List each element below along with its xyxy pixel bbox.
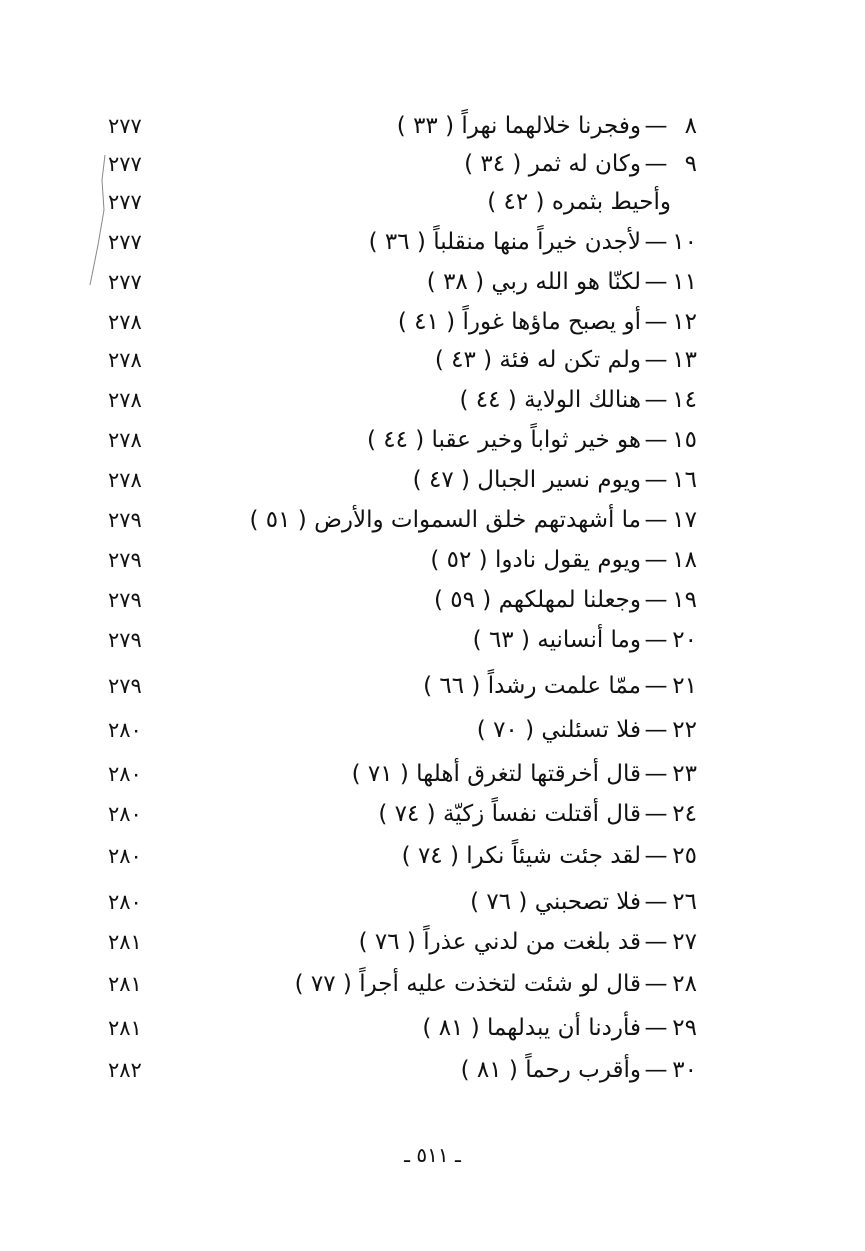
index-entry — [434, 582, 697, 618]
index-entry — [367, 422, 697, 458]
index-row — [0, 712, 865, 748]
entry-number: ٢٤ — [672, 801, 697, 827]
index-row — [0, 224, 865, 260]
page-ref: ٢٨٠ — [108, 718, 142, 742]
page-ref: ٢٧٧ — [108, 114, 142, 138]
entry-text: فأردنا أن يبدلهما ( ٨١ ) — [422, 1015, 641, 1041]
entry-number: ١٥ — [672, 427, 697, 453]
index-entry — [397, 108, 697, 144]
entry-text: ويوم نسير الجبال ( ٤٧ ) — [412, 467, 641, 493]
index-entry — [459, 382, 697, 418]
entry-number: ١٤ — [672, 387, 697, 413]
entry-dash: — — [644, 387, 668, 413]
index-row — [0, 264, 865, 300]
entry-dash: — — [644, 761, 668, 787]
index-entry — [464, 146, 697, 182]
entry-number: ١٣ — [672, 347, 697, 373]
index-row — [0, 304, 865, 340]
page-ref: ٢٧٧ — [108, 230, 142, 254]
entry-number: ٢١ — [672, 673, 697, 699]
page-ref: ٢٧٩ — [108, 548, 142, 572]
page-ref: ٢٧٩ — [108, 508, 142, 532]
page-ref: ٢٧٩ — [108, 674, 142, 698]
entry-dash: — — [644, 507, 668, 533]
index-row — [0, 582, 865, 618]
index-row — [0, 1010, 865, 1046]
index-row — [0, 382, 865, 418]
index-entry — [413, 462, 697, 498]
index-entry — [423, 668, 697, 704]
index-row — [0, 622, 865, 658]
entry-text: قد بلغت من لدني عذراً ( ٧٦ ) — [358, 929, 641, 955]
index-entry — [402, 838, 697, 874]
index-entry — [295, 966, 697, 1002]
entry-number: ٢٢ — [672, 717, 697, 743]
index-entry — [422, 1010, 697, 1046]
page-ref: ٢٨٠ — [108, 890, 142, 914]
page-ref: ٢٧٧ — [108, 270, 142, 294]
entry-dash: — — [644, 673, 668, 699]
index-row — [0, 756, 865, 792]
entry-number: ٢٨ — [672, 971, 697, 997]
entry-number: ٢٧ — [672, 929, 697, 955]
entry-dash: — — [644, 347, 668, 373]
entry-number: ١٩ — [672, 587, 697, 613]
index-row — [0, 462, 865, 498]
entry-dash: — — [644, 229, 668, 255]
page-ref: ٢٨١ — [108, 1016, 142, 1040]
page-ref: ٢٨٢ — [108, 1058, 142, 1082]
index-entry — [473, 622, 697, 658]
entry-dash: — — [644, 929, 668, 955]
entry-text: وفجرنا خلالهما نهراً ( ٣٣ ) — [396, 113, 641, 139]
entry-text: قال أخرقتها لتغرق أهلها ( ٧١ ) — [351, 761, 641, 787]
entry-dash: — — [644, 889, 668, 915]
index-entry — [477, 712, 697, 748]
index-entry — [359, 924, 697, 960]
entry-dash: — — [644, 1057, 668, 1083]
entry-dash: — — [644, 427, 668, 453]
page-ref: ٢٨٠ — [108, 802, 142, 826]
entry-number: ٩ — [684, 151, 697, 177]
entry-number: ٢٠ — [672, 627, 697, 653]
entry-text: فلا تسئلني ( ٧٠ ) — [476, 717, 641, 743]
page-ref: ٢٨١ — [108, 972, 142, 996]
page-ref: ٢٧٩ — [108, 628, 142, 652]
index-entry — [427, 264, 697, 300]
entry-number: ١٦ — [672, 467, 697, 493]
entry-text: ولم تكن له فئة ( ٤٣ ) — [434, 347, 641, 373]
entry-dash: — — [644, 971, 668, 997]
index-row — [0, 342, 865, 378]
page-ref: ٢٨٠ — [108, 762, 142, 786]
page-number-footer: ـ ٥١١ ـ — [404, 1143, 461, 1167]
entry-dash: — — [644, 1015, 668, 1041]
entry-number: ٢٥ — [672, 843, 697, 869]
entry-text: هو خير ثواباً وخير عقبا ( ٤٤ ) — [366, 427, 641, 453]
index-row — [0, 108, 865, 144]
entry-text: وأقرب رحماً ( ٨١ ) — [460, 1057, 641, 1083]
entry-dash: — — [644, 717, 668, 743]
index-entry — [369, 224, 697, 260]
entry-text: وأحيط بثمره ( ٤٢ ) — [487, 189, 671, 215]
page-ref: ٢٨٠ — [108, 844, 142, 868]
page-ref: ٢٧٨ — [108, 310, 142, 334]
entry-text: وجعلنا لمهلكهم ( ٥٩ ) — [433, 587, 641, 613]
index-entry — [378, 796, 697, 832]
entry-number: ٣٠ — [672, 1057, 697, 1083]
index-row — [0, 146, 865, 182]
page-ref: ٢٧٧ — [108, 152, 142, 176]
entry-dash: — — [644, 801, 668, 827]
entry-text: ممّا علمت رشداً ( ٦٦ ) — [423, 673, 641, 699]
entry-dash: — — [644, 587, 668, 613]
page-ref: ٢٧٧ — [108, 190, 142, 214]
page-ref: ٢٧٨ — [108, 428, 142, 452]
entry-number: ٢٦ — [672, 889, 697, 915]
entry-text: قال لو شئت لتخذت عليه أجراً ( ٧٧ ) — [294, 971, 641, 997]
index-entry — [435, 342, 697, 378]
index-row — [0, 422, 865, 458]
entry-number: ١٢ — [672, 309, 697, 335]
entry-number: ٢٩ — [672, 1015, 697, 1041]
index-entry — [487, 184, 697, 220]
entry-dash: — — [644, 151, 668, 177]
entry-dash: — — [644, 113, 668, 139]
entry-text: لكنّا هو الله ربي ( ٣٨ ) — [426, 269, 641, 295]
entry-text: أو يصبح ماؤها غوراً ( ٤١ ) — [397, 309, 641, 335]
entry-dash: — — [644, 627, 668, 653]
entry-dash: — — [644, 269, 668, 295]
index-row — [0, 668, 865, 704]
index-entry — [461, 1052, 697, 1088]
entry-number: ٨ — [684, 113, 697, 139]
entry-text: لقد جئت شيئاً نكرا ( ٧٤ ) — [401, 843, 641, 869]
index-row — [0, 924, 865, 960]
entry-dash: — — [644, 843, 668, 869]
index-row — [0, 838, 865, 874]
index-entry — [249, 502, 697, 538]
entry-dash: — — [644, 547, 668, 573]
index-row — [0, 966, 865, 1002]
index-row — [0, 796, 865, 832]
entry-number: ١١ — [672, 269, 697, 295]
entry-number: ١٠ — [672, 229, 697, 255]
entry-text: ما أشهدتهم خلق السموات والأرض ( ٥١ ) — [249, 507, 641, 533]
entry-number: ١٧ — [672, 507, 697, 533]
index-row — [0, 502, 865, 538]
index-entry — [398, 304, 697, 340]
page-ref: ٢٧٨ — [108, 388, 142, 412]
entry-number: ٢٣ — [672, 761, 697, 787]
entry-dash: — — [644, 309, 668, 335]
index-row — [0, 542, 865, 578]
page-ref: ٢٨١ — [108, 930, 142, 954]
entry-text: وما أنسانيه ( ٦٣ ) — [472, 627, 641, 653]
index-row — [0, 884, 865, 920]
page-ref: ٢٧٩ — [108, 588, 142, 612]
entry-text: لأجدن خيراً منها منقلباً ( ٣٦ ) — [368, 229, 641, 255]
index-row — [0, 184, 865, 220]
entry-text: ويوم يقول نادوا ( ٥٢ ) — [430, 547, 641, 573]
page-ref: ٢٧٨ — [108, 468, 142, 492]
entry-text: قال أقتلت نفساً زكيّة ( ٧٤ ) — [378, 801, 641, 827]
page-ref: ٢٧٨ — [108, 348, 142, 372]
entry-dash: — — [644, 467, 668, 493]
index-entry — [430, 542, 697, 578]
entry-text: هنالك الولاية ( ٤٤ ) — [459, 387, 641, 413]
index-entry — [470, 884, 697, 920]
entry-text: وكان له ثمر ( ٣٤ ) — [464, 151, 641, 177]
entry-number: ١٨ — [672, 547, 697, 573]
index-row — [0, 1052, 865, 1088]
index-entry — [352, 756, 697, 792]
entry-text: فلا تصحبني ( ٧٦ ) — [470, 889, 641, 915]
